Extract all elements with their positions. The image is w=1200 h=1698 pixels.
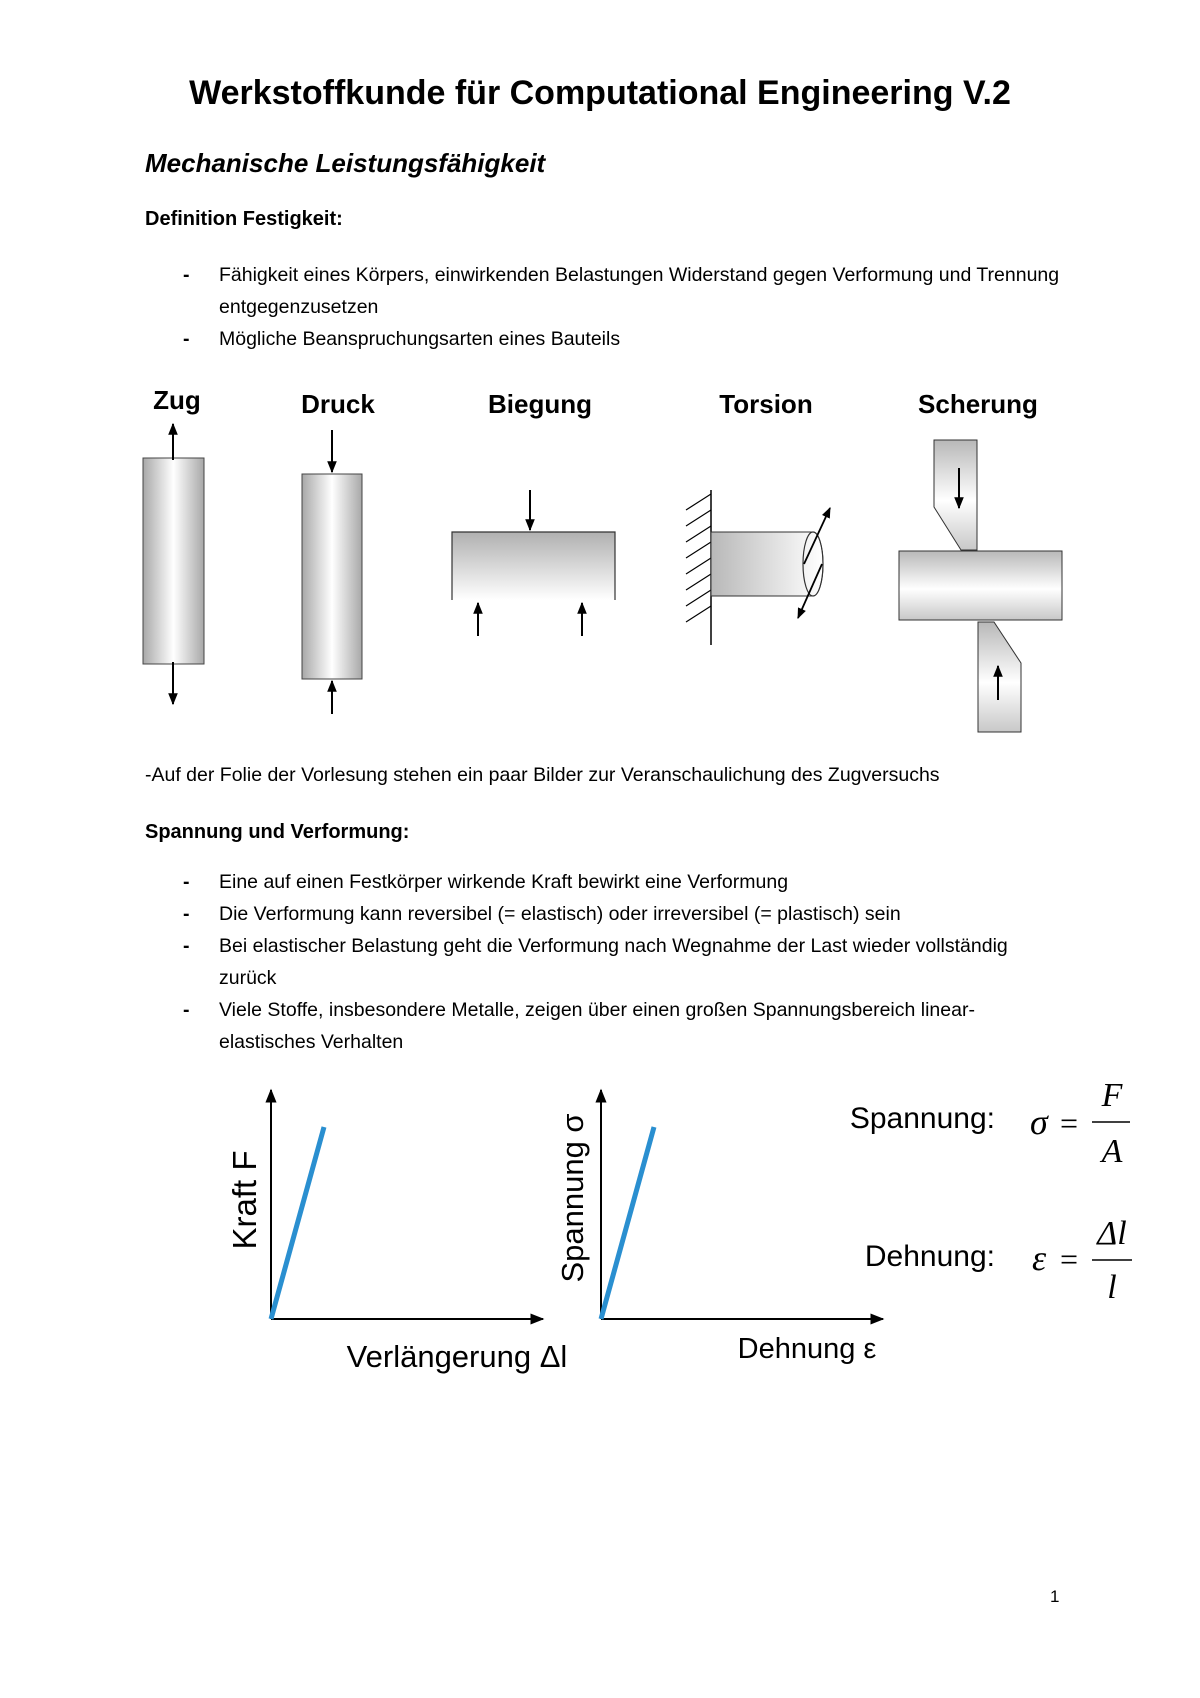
list-item: - Die Verformung kann reversibel (= elastisch) oder irreversibel (= plastisch) sein: [145, 898, 1065, 930]
label-biegung: Biegung: [488, 389, 592, 419]
force-elongation-graph: [226, 1090, 567, 1374]
page-number: 1: [1050, 1587, 1060, 1606]
y-axis-label: Kraft F: [226, 1150, 263, 1250]
formula-label: Dehnung:: [864, 1240, 995, 1273]
torsion-figure: [686, 490, 830, 645]
formula-label: Spannung:: [849, 1102, 995, 1135]
page-title: Werkstoffkunde für Computational Engineering V.2: [189, 74, 1011, 112]
formula-denominator: l: [1107, 1269, 1117, 1306]
biegung-figure: [452, 490, 615, 636]
x-axis-label: Dehnung ε: [737, 1333, 877, 1365]
stress-strain-graph: [555, 1090, 883, 1365]
stress-strain-list: [145, 866, 1065, 1058]
list-item: - Mögliche Beanspruchungsarten eines Bauteils: [145, 323, 1065, 355]
formula-equals: =: [1060, 1105, 1079, 1141]
label-druck: Druck: [301, 389, 375, 419]
formula-symbol: σ: [1030, 1102, 1048, 1142]
label-torsion: Torsion: [719, 389, 813, 419]
list-item: - Bei elastischer Belastung geht die Verformung nach Wegnahme der Last wieder vollständig zurück: [145, 930, 1065, 994]
lecture-note: -Auf der Folie der Vorlesung stehen ein paar Bilder zur Veranschaulichung des Zugversuchs: [145, 764, 940, 786]
section-subtitle: Mechanische Leistungsfähigkeit: [145, 148, 546, 178]
list-item: - Eine auf einen Festkörper wirkende Kraft bewirkt eine Verformung: [145, 866, 1065, 898]
definition-heading: Definition Festigkeit:: [145, 208, 343, 230]
label-scherung: Scherung: [918, 389, 1038, 419]
elastic-line: [271, 1127, 324, 1319]
stress-strain-figure: [0, 1080, 1200, 1380]
list-item: - Fähigkeit eines Körpers, einwirkenden Belastungen Widerstand gegen Verformung und Trennung entgegenzusetzen: [145, 259, 1065, 323]
label-zug: Zug: [153, 385, 201, 415]
druck-figure: [302, 430, 362, 714]
stress-strain-heading: Spannung und Verformung:: [145, 821, 410, 843]
zug-figure: [143, 424, 204, 704]
load-types-diagram: [0, 370, 1200, 750]
formula-numerator: Δl: [1097, 1215, 1127, 1252]
formula-symbol: ε: [1032, 1238, 1047, 1278]
formula-numerator: F: [1101, 1080, 1123, 1114]
y-axis-label: Spannung σ: [555, 1113, 590, 1283]
definition-list: [145, 259, 1065, 355]
formula-denominator: A: [1101, 1133, 1123, 1170]
x-axis-label: Verlängerung Δl: [346, 1339, 568, 1374]
elastic-line: [601, 1127, 654, 1319]
stress-formula: [850, 1080, 1130, 1170]
formula-equals: =: [1060, 1241, 1079, 1277]
scherung-figure: [899, 440, 1062, 732]
strain-formula: [865, 1215, 1132, 1306]
list-item: - Viele Stoffe, insbesondere Metalle, zeigen über einen großen Spannungsbereich linear-elastisches Verhalten: [145, 994, 1065, 1058]
